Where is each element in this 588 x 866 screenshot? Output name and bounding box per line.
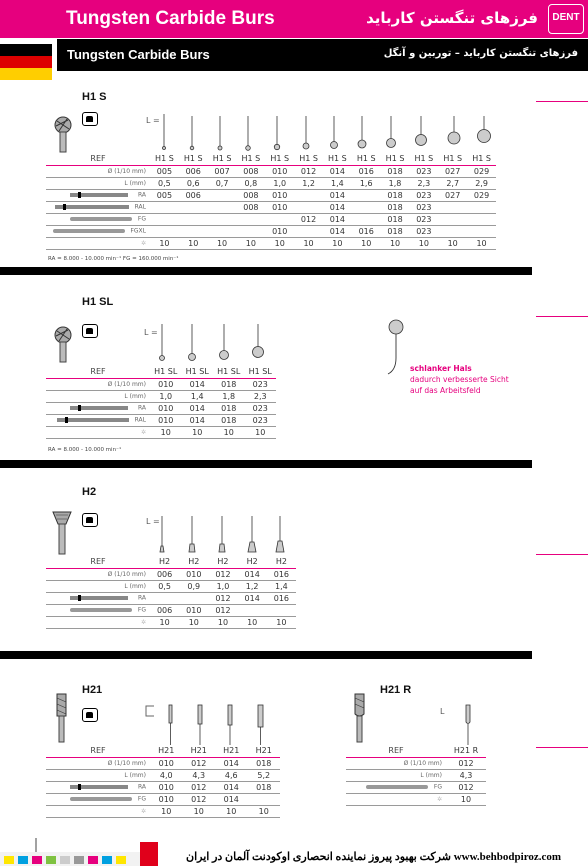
fg-shank-icon <box>70 215 136 223</box>
callout-line: dadurch verbesserte Sicht <box>410 375 509 384</box>
table-row: RA 010 012 014 018 <box>46 781 280 793</box>
table-header-row: REF H1 SL H1 SL H1 SL H1 SL <box>46 366 276 378</box>
top-banner <box>0 0 588 38</box>
fg-shank-icon <box>70 795 136 803</box>
table-row: RAL 008 010 014 018 023 <box>46 201 496 213</box>
round-bur-photo-icon <box>50 325 76 363</box>
footer-text: شرکت بهبود پیروز نماینده انحصاری اوکودنت آلمان در ایران www.behbodpiroz.com <box>186 851 562 863</box>
table-row: ✲ 10 10 10 10 <box>46 805 280 817</box>
table-row: RA 010 014 018 023 <box>46 402 276 414</box>
section-title-h21: H21 <box>82 684 103 696</box>
table-row: Ø (1/10 mm) 010 014 018 023 <box>46 378 276 390</box>
spec-table-h21 <box>46 745 280 818</box>
subtitle-fa: فرزهای تنگستن کارباید – توربین و آنگل <box>383 48 578 59</box>
section-title-h21r: H21 R <box>380 684 412 696</box>
table-row: FG 012 <box>346 781 486 793</box>
slim-neck-bur-drawing <box>385 318 405 376</box>
table-row: ✲ 10 10 10 10 <box>46 426 276 438</box>
color-registration-strip <box>0 838 140 866</box>
table-row: Ø (1/10 mm) 006 010 012 014 016 <box>46 568 296 580</box>
brand-logo: DENT <box>548 4 584 34</box>
table-header-row: REF H21 H21 H21 H21 <box>46 745 280 757</box>
spec-table-h1sl <box>46 366 276 439</box>
ra-shank-icon <box>70 191 136 199</box>
table-header-row: REF H1 S H1 S H1 S H1 S H1 S H1 S H1 S H1 S H1 S H1 S H1 S H1 S <box>46 153 496 165</box>
pack-icon: ✲ <box>140 428 146 436</box>
length-bracket-icon <box>144 705 158 717</box>
round-bur-symbol-icon <box>82 112 98 126</box>
bur-head-drawings <box>152 322 272 366</box>
edge-mark <box>536 101 588 102</box>
table-row: L (mm) 1,0 1,4 1,8 2,3 <box>46 390 276 402</box>
table-header-row: REF H21 R <box>346 745 486 757</box>
table-row: ✲ 10 <box>346 793 486 805</box>
spec-table-h2 <box>46 556 296 629</box>
bur-head-drawings <box>152 514 292 556</box>
pack-icon: ✲ <box>140 618 146 626</box>
round-bur-photo-icon <box>50 115 76 153</box>
table-row: ✲ 10 10 10 10 10 <box>46 616 296 628</box>
slim-neck-callout <box>410 363 509 396</box>
footer <box>0 838 588 866</box>
pack-icon: ✲ <box>140 807 146 815</box>
round-bur-symbol-icon <box>82 324 98 338</box>
section-title-h2: H2 <box>82 486 97 498</box>
pack-icon: ✲ <box>436 795 442 803</box>
callout-title: schlanker Hals <box>410 364 472 373</box>
table-row: FG 012 014 018 023 <box>46 213 496 225</box>
table-row: FG 010 012 014 <box>46 793 280 805</box>
table-row: RA 012 014 016 <box>46 592 296 604</box>
bur-head-drawings <box>155 112 495 152</box>
length-label: L = <box>144 328 158 337</box>
table-row: L (mm) 4,0 4,3 4,6 5,2 <box>46 769 280 781</box>
section-divider <box>0 460 532 468</box>
ra-shank-icon <box>70 404 136 412</box>
table-header-row: REF H2 H2 H2 H2 H2 <box>46 556 296 568</box>
section-title-h1s: H1 S <box>82 91 107 103</box>
page-title-fa: فرزهای تنگستن کارباید <box>366 9 538 27</box>
edge-mark <box>536 316 588 317</box>
ra-shank-icon <box>70 783 136 791</box>
edge-mark <box>536 554 588 555</box>
table-row: L (mm) 0,5 0,9 1,0 1,2 1,4 <box>46 580 296 592</box>
ra-shank-icon <box>70 594 136 602</box>
sub-banner <box>57 39 588 71</box>
section-title-h1sl: H1 SL <box>82 296 114 308</box>
table-row: Ø (1/10 mm) 010 012 014 018 <box>46 757 280 769</box>
table-row: RAL 010 014 018 023 <box>46 414 276 426</box>
footer-red-block <box>140 842 158 866</box>
bur-head-drawings <box>160 703 280 747</box>
speed-note-h1sl: RA = 8.000 - 10.000 min⁻¹ <box>48 447 122 453</box>
table-row: Ø (1/10 mm) 005 006 007 008 010 012 014 016 018 023 027 029 <box>46 165 496 177</box>
callout-line: auf das Arbeitsfeld <box>410 386 481 395</box>
table-row: Ø (1/10 mm) 012 <box>346 757 486 769</box>
subtitle-en: Tungsten Carbide Burs <box>67 47 210 62</box>
fg-shank-icon <box>366 783 432 791</box>
page-title-en: Tungsten Carbide Burs <box>66 8 275 29</box>
section-divider <box>0 267 532 275</box>
table-row: FG 006 010 012 <box>46 604 296 616</box>
table-row: L (mm) 0,5 0,6 0,7 0,8 1,0 1,2 1,4 1,6 1,8 2,3 2,7 2,9 <box>46 177 496 189</box>
length-label: L <box>440 707 445 716</box>
inverted-cone-bur-photo-icon <box>50 510 74 556</box>
cylinder-symbol-icon <box>82 708 98 722</box>
round-end-cylinder-bur-photo-icon <box>352 692 368 744</box>
table-row: FGXL 010 014 016 018 023 <box>46 225 496 237</box>
length-label: L = <box>146 116 160 125</box>
fgxl-shank-icon <box>53 227 129 235</box>
ral-shank-icon <box>55 203 133 211</box>
edge-mark <box>536 747 588 748</box>
length-label: L = <box>146 517 160 526</box>
spec-table-h1s <box>46 153 496 250</box>
fg-shank-icon <box>70 606 136 614</box>
german-flag-icon <box>0 44 52 80</box>
section-divider <box>0 651 532 659</box>
table-row: L (mm) 4,3 <box>346 769 486 781</box>
inverted-cone-symbol-icon <box>82 513 98 527</box>
pack-icon: ✲ <box>140 239 146 247</box>
ral-shank-icon <box>57 416 133 424</box>
cylinder-bur-photo-icon <box>54 692 70 744</box>
speed-note-h1s: RA = 8.000 - 10.000 min⁻¹ FG = 160.000 min⁻¹ <box>48 256 179 262</box>
table-row: RA 005 006 008 010 014 018 023 027 029 <box>46 189 496 201</box>
bur-head-drawings <box>455 703 485 747</box>
table-row: ✲ 10 10 10 10 10 10 10 10 10 10 10 10 <box>46 237 496 249</box>
spec-table-h21r <box>346 745 486 806</box>
